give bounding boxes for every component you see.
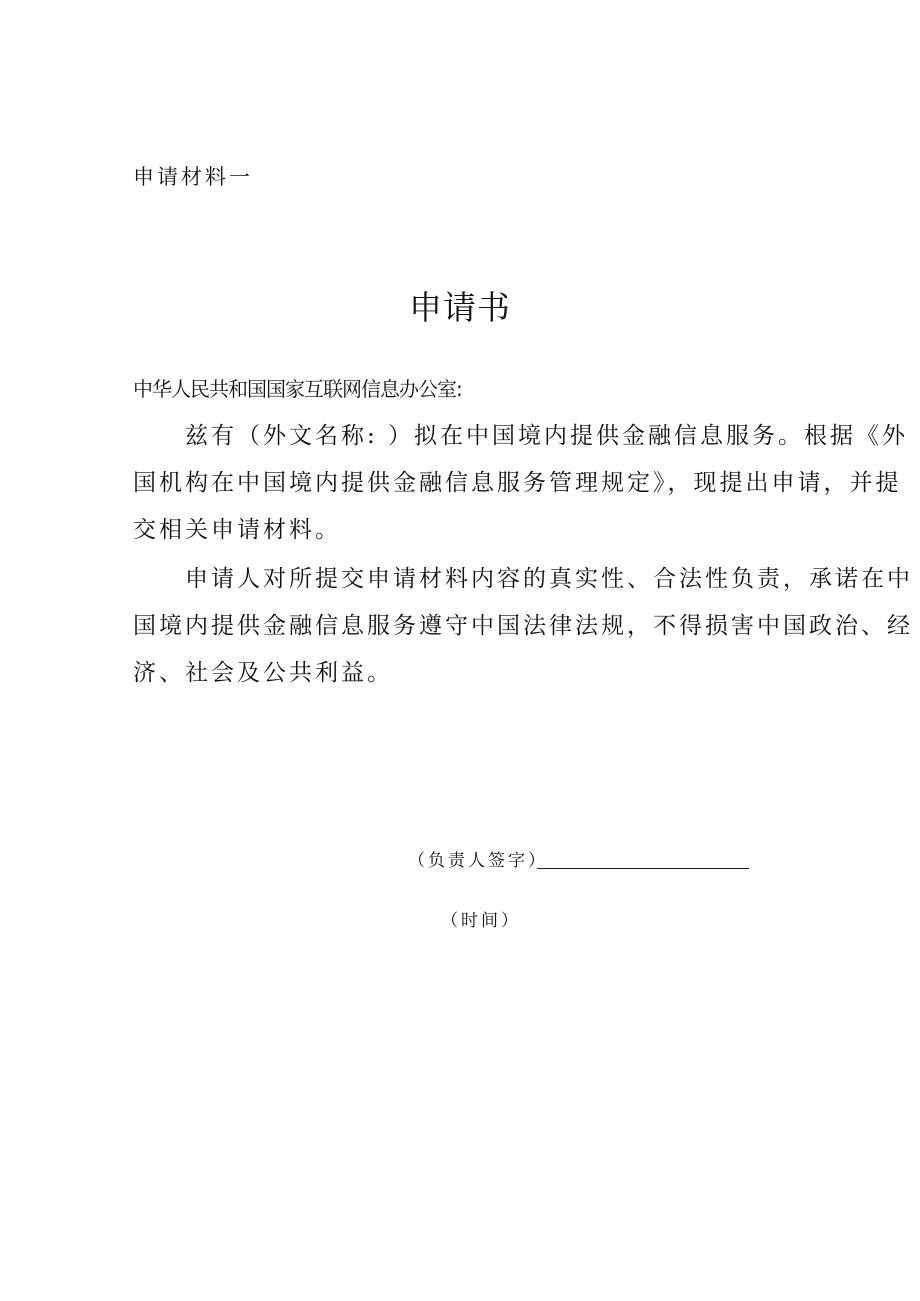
paragraph-line: 济、社会及公共利益。 — [133, 660, 393, 686]
body-paragraph-2 — [133, 556, 913, 697]
paragraph-line: 国境内提供金融信息服务遵守中国法律法规，不得损害中国政治、经 — [133, 613, 913, 639]
paragraph-line: 国机构在中国境内提供金融信息服务管理规定》，现提出申请，并提 — [133, 470, 902, 496]
paragraph-line: 申请人对所提交申请材料内容的真实性、合法性负责，承诺在中 — [185, 566, 913, 592]
material-label: 申请材料一 — [133, 165, 253, 189]
signature-line — [537, 868, 749, 869]
date-label: （时间） — [441, 911, 521, 931]
paragraph-line: 兹有（外文名称: ）拟在中国境内提供金融信息服务。根据《外 — [185, 423, 909, 449]
addressee: 中华人民共和国国家互联网信息办公室: — [133, 377, 462, 401]
signature-label: （负责人签字） — [408, 851, 548, 871]
page-title: 申请书 — [409, 288, 511, 328]
paragraph-line: 交相关申请材料。 — [133, 517, 341, 543]
body-paragraph-1 — [133, 413, 909, 554]
